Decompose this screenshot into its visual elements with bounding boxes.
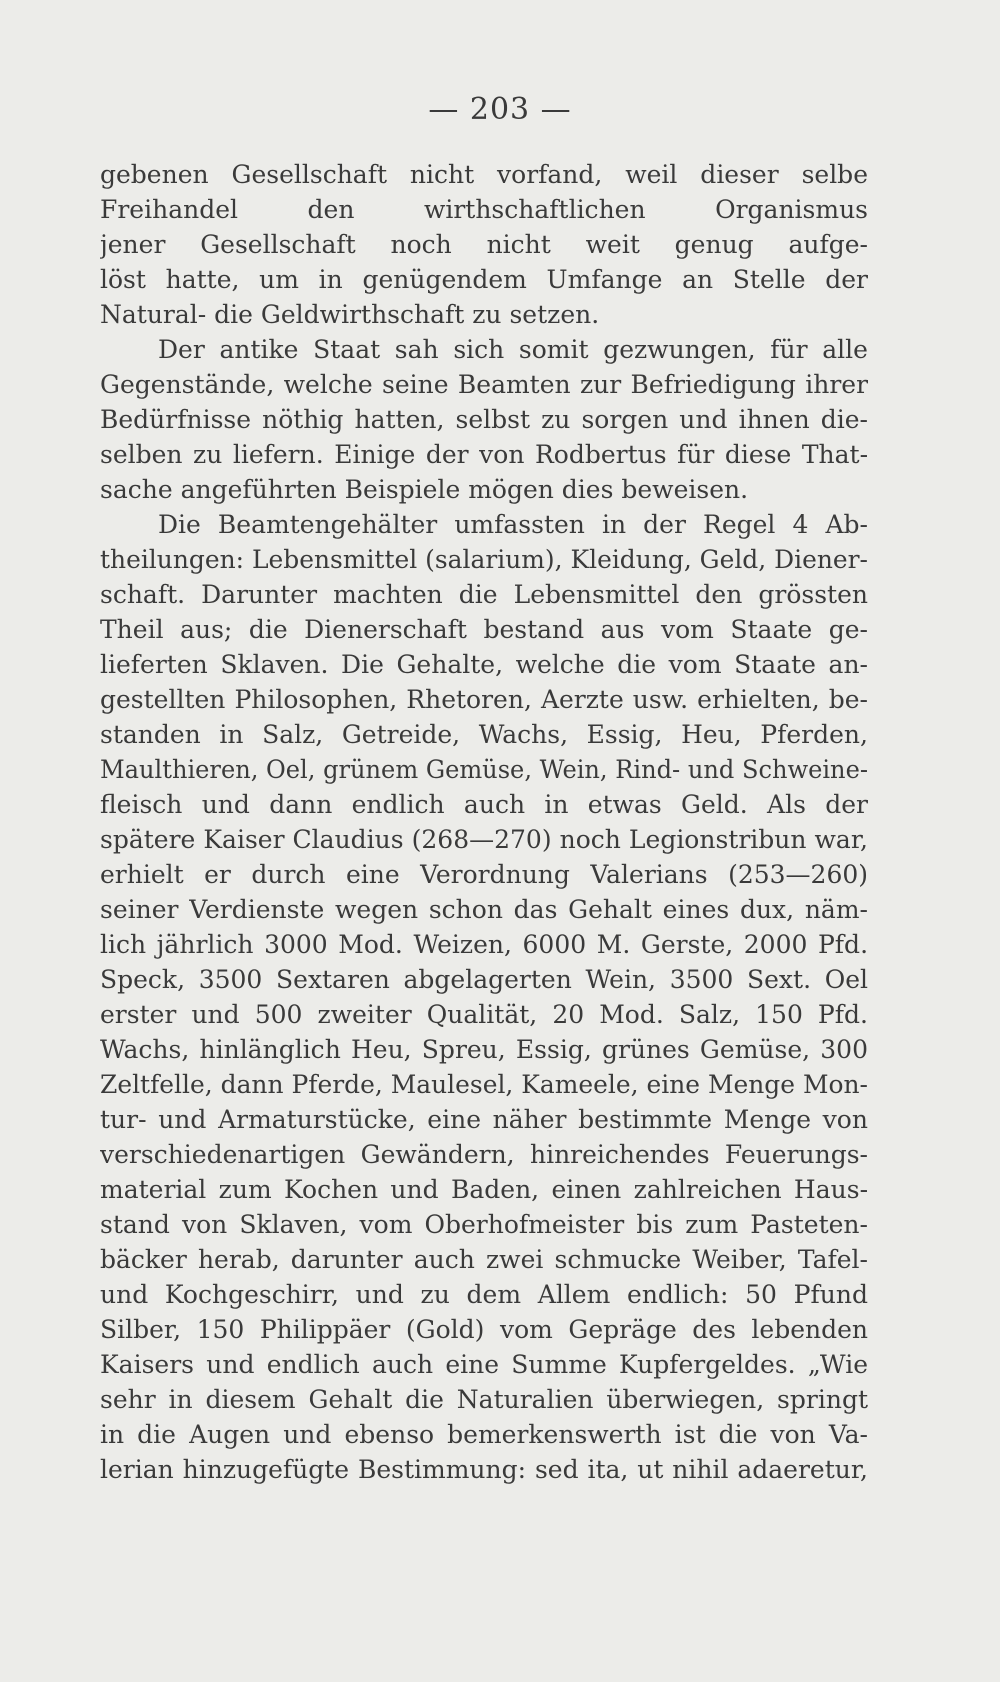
text-line: standen in Salz, Getreide, Wachs, Essig, Heu, Pferden,: [100, 720, 868, 749]
text-line: sache angeführten Beispiele mögen dies beweisen.: [100, 475, 749, 504]
text-line: fleisch und dann endlich auch in etwas Geld. Als der: [100, 790, 868, 819]
page-number: — 203 —: [428, 92, 572, 127]
text-line: stand von Sklaven, vom Oberhofmeister bis zum Pasteten-: [100, 1210, 868, 1239]
text-line: jener Gesellschaft noch nicht weit genug aufge-: [100, 230, 868, 259]
text-line: tur- und Armaturstücke, eine näher bestimmte Menge von: [100, 1105, 868, 1134]
text-line: seiner Verdienste wegen schon das Gehalt eines dux, näm-: [100, 895, 868, 924]
text-line: sehr in diesem Gehalt die Naturalien überwiegen, springt: [100, 1385, 868, 1414]
text-line: Natural- die Geldwirthschaft zu setzen.: [100, 300, 600, 329]
text-line: und Kochgeschirr, und zu dem Allem endlich: 50 Pfund: [100, 1280, 868, 1309]
text-line: schaft. Darunter machten die Lebensmittel den grössten: [100, 580, 868, 609]
text-line: gestellten Philosophen, Rhetoren, Aerzte usw. erhielten, be-: [100, 685, 868, 714]
text-line: Wachs, hinlänglich Heu, Spreu, Essig, grünes Gemüse, 300: [100, 1035, 868, 1064]
text-line: bäcker herab, darunter auch zwei schmucke Weiber, Tafel-: [100, 1245, 868, 1274]
text-line: erhielt er durch eine Verordnung Valerians (253—260): [100, 860, 868, 889]
text-line: Die Beamtengehälter umfassten in der Regel 4 Ab-: [158, 510, 868, 539]
text-line: in die Augen und ebenso bemerkenswerth ist die von Va-: [100, 1420, 868, 1449]
text-line: theilungen: Lebensmittel (salarium), Kleidung, Geld, Diener-: [100, 545, 868, 574]
text-line: Zeltfelle, dann Pferde, Maulesel, Kameele, eine Menge Mon-: [100, 1070, 868, 1099]
text-line: Gegenstände, welche seine Beamten zur Befriedigung ihrer: [100, 370, 868, 399]
text-line: Silber, 150 Philippäer (Gold) vom Gepräge des lebenden: [100, 1315, 868, 1344]
text-line: selben zu liefern. Einige der von Rodbertus für diese That-: [100, 440, 868, 469]
text-line: material zum Kochen und Baden, einen zahlreichen Haus-: [100, 1175, 868, 1204]
body-text: [100, 157, 868, 1487]
text-line: Der antike Staat sah sich somit gezwungen, für alle: [158, 335, 868, 364]
text-line: lieferten Sklaven. Die Gehalte, welche die vom Staate an-: [100, 650, 868, 679]
text-line: lich jährlich 3000 Mod. Weizen, 6000 M. Gerste, 2000 Pfd.: [100, 930, 868, 959]
text-line: Freihandel den wirthschaftlichen Organismus: [100, 195, 868, 224]
text-line: Bedürfnisse nöthig hatten, selbst zu sorgen und ihnen die-: [100, 405, 868, 434]
text-line: lerian hinzugefügte Bestimmung: sed ita, ut nihil adaeretur,: [100, 1455, 868, 1484]
text-line: Theil aus; die Dienerschaft bestand aus vom Staate ge-: [100, 615, 868, 644]
text-line: erster und 500 zweiter Qualität, 20 Mod. Salz, 150 Pfd.: [100, 1000, 868, 1029]
text-line: verschiedenartigen Gewändern, hinreichendes Feuerungs-: [100, 1140, 868, 1169]
text-line: Speck, 3500 Sextaren abgelagerten Wein, 3500 Sext. Oel: [100, 965, 868, 994]
text-line: gebenen Gesellschaft nicht vorfand, weil dieser selbe: [100, 160, 868, 189]
text-line: löst hatte, um in genügendem Umfange an Stelle der: [100, 265, 868, 294]
text-line: Maulthieren, Oel, grünem Gemüse, Wein, Rind- und Schweine-: [100, 755, 868, 784]
text-line: Kaisers und endlich auch eine Summe Kupfergeldes. „Wie: [100, 1350, 868, 1379]
text-line: spätere Kaiser Claudius (268—270) noch Legionstribun war,: [100, 825, 868, 854]
